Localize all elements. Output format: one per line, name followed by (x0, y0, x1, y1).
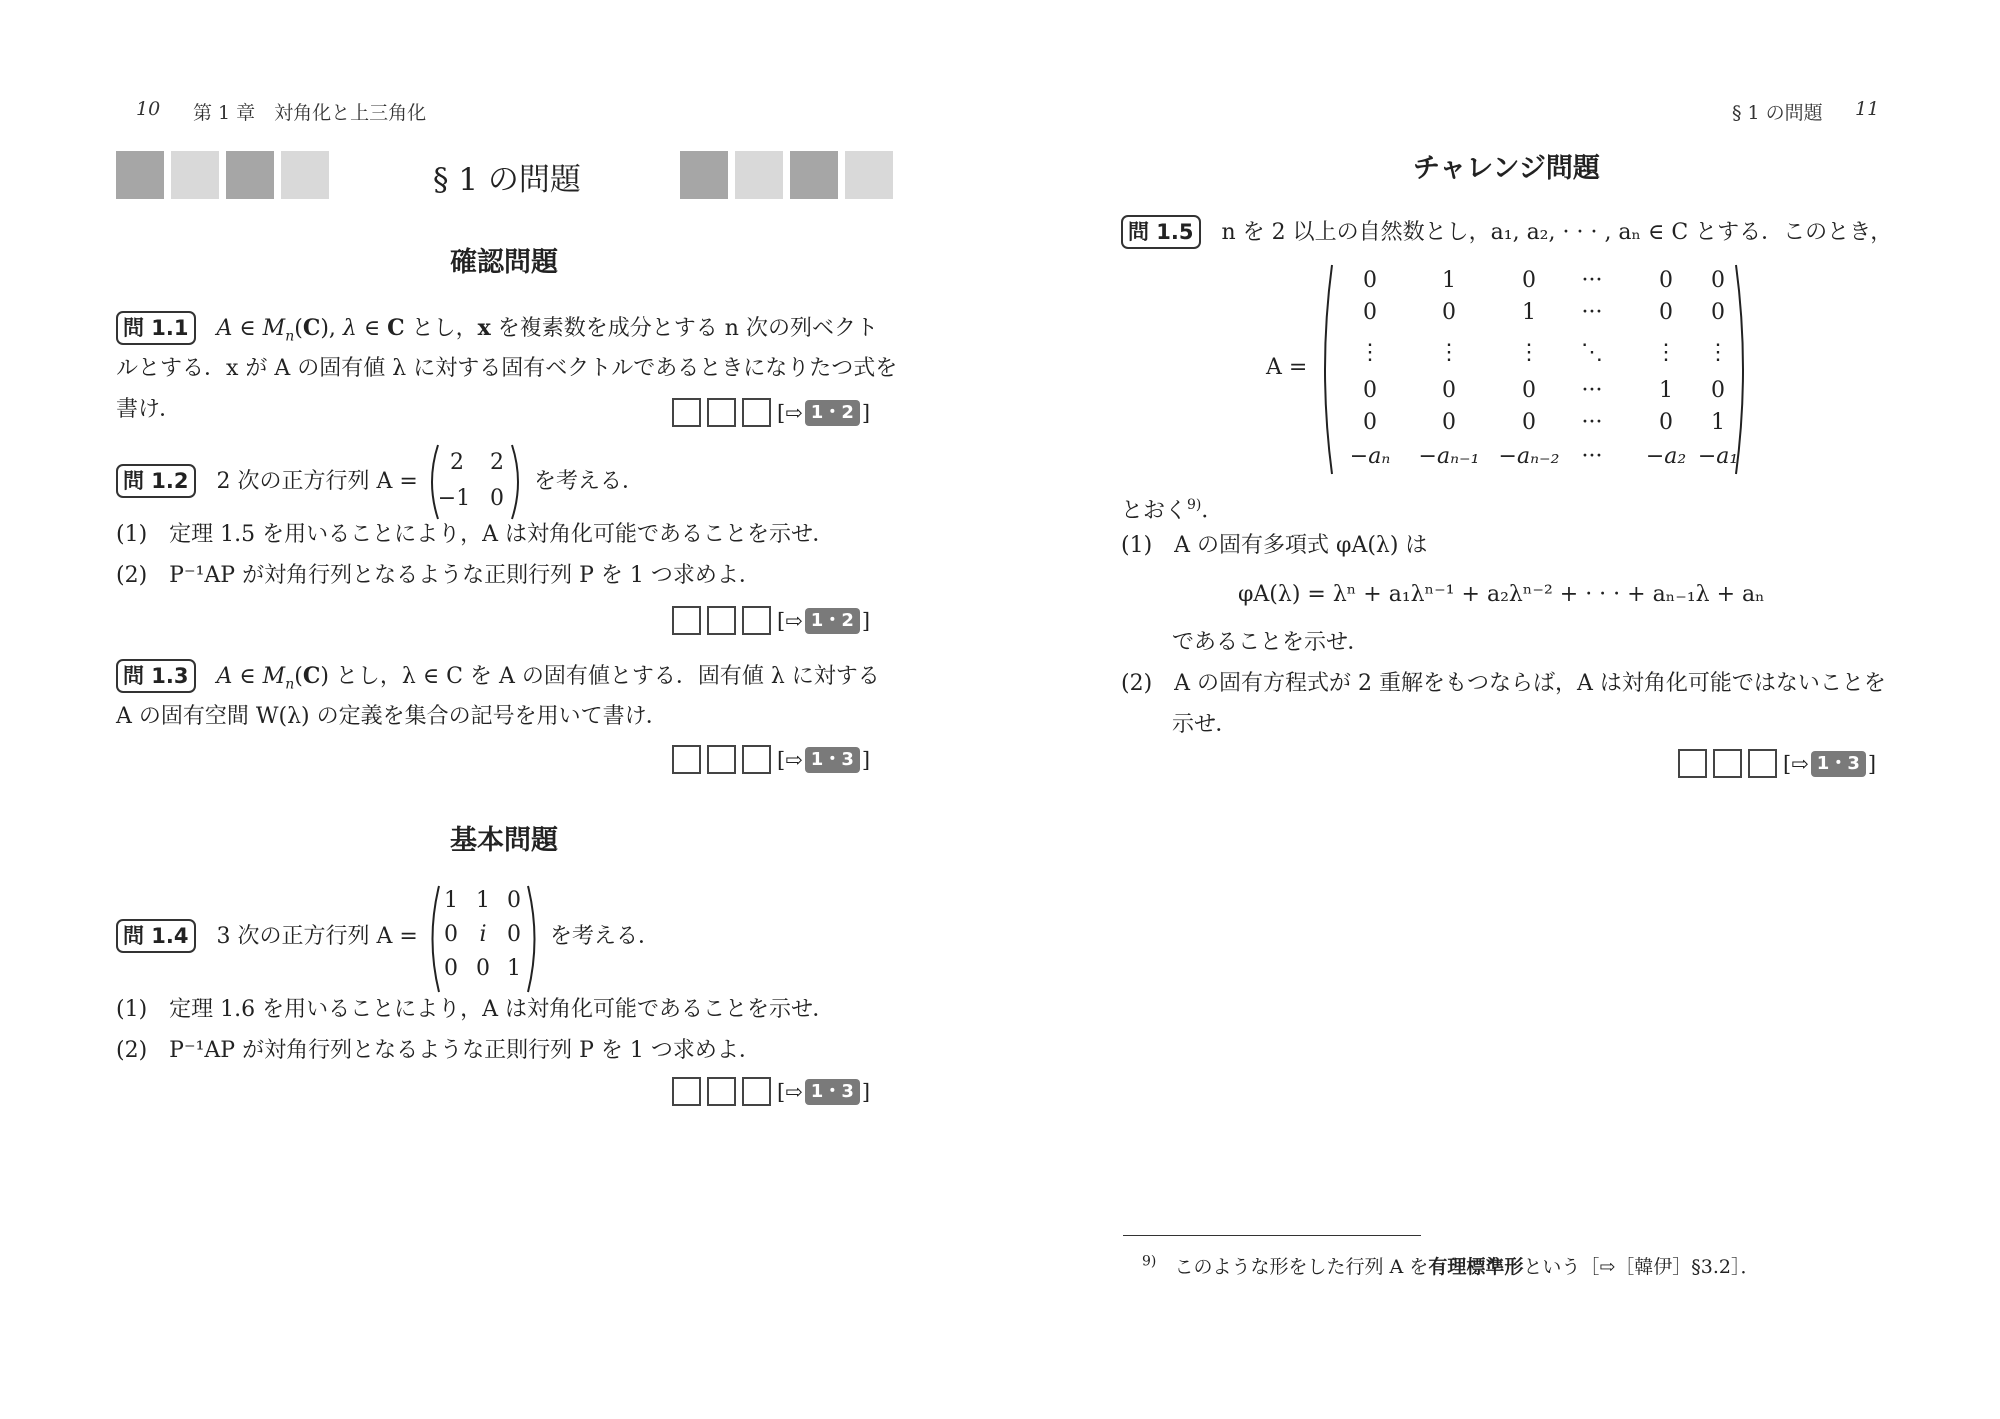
matrix-cell: 0 (444, 922, 458, 947)
check-box[interactable] (672, 1077, 701, 1106)
banner-block (680, 151, 728, 199)
arrow-ref-icon: [⇨ (777, 608, 803, 633)
subheading-confirm: 確認問題 (450, 247, 558, 278)
matrix-cell: 0 (1711, 378, 1725, 403)
running-head: § 1 の問題 (1732, 102, 1823, 124)
check-boxes-ref: [⇨ 1・3 ] (672, 1077, 870, 1106)
banner-block (735, 151, 783, 199)
matrix-cell: ⋮ (1438, 340, 1460, 365)
arrow-ref-icon: [⇨ (777, 747, 803, 772)
matrix-cell: −1 (437, 486, 471, 511)
ref-badge: 1・3 (1811, 751, 1866, 777)
matrix-cell: 2 (490, 450, 504, 475)
matrix-cell: −aₙ₋₁ (1418, 444, 1480, 469)
check-box[interactable] (672, 398, 701, 427)
q12-intro: 2 次の正方行列 A = (216, 469, 418, 494)
matrix-cell: 0 (490, 486, 504, 511)
q14-part2: (2) P⁻¹AP が対角行列となるような正則行列 P を 1 つ求めよ． (116, 1038, 761, 1063)
question-1-2 (116, 462, 418, 502)
ref-badge: 1・3 (805, 747, 860, 773)
matrix-cell: i (479, 922, 487, 947)
q15-formula: φA(λ) = λⁿ + a₁λⁿ⁻¹ + a₂λⁿ⁻² + · · · + aₙ₋₁λ + aₙ (1238, 582, 1765, 607)
question-1-5 (1121, 213, 1892, 253)
matrix-cell: 0 (1711, 300, 1725, 325)
matrix-cell: −a₁ (1697, 444, 1739, 469)
check-box[interactable] (742, 398, 771, 427)
matrix-cell: 0 (1711, 268, 1725, 293)
footnote-rule (1123, 1235, 1421, 1236)
banner-block (171, 151, 219, 199)
q15-after: とおく$^{9)}$． (1121, 497, 1224, 524)
matrix-cell: 2 (450, 450, 464, 475)
q12-part1: (1) 定理 1.5 を用いることにより，A は対角化可能であることを示せ． (116, 522, 835, 547)
arrow-ref-icon: [⇨ (777, 400, 803, 425)
check-box[interactable] (1713, 749, 1742, 778)
matrix-cell: ⋮ (1359, 340, 1381, 365)
matrix-cell: 0 (1442, 378, 1456, 403)
matrix-cell: 0 (1659, 410, 1673, 435)
matrix-cell: 0 (444, 956, 458, 981)
section-title: § 1 の問題 (433, 162, 581, 198)
footnote-text-tail: という［⇨［韓伊］§3.2］． (1523, 1256, 1760, 1278)
subheading-basic: 基本問題 (450, 825, 558, 856)
question-label: 問 1.4 (116, 919, 196, 953)
matrix-cell: 1 (1522, 300, 1536, 325)
footnote-term: 有理標準形 (1428, 1256, 1524, 1278)
question-1-1: 問 1.1 A ∈ $M_n(C)$, λ ∈ C とし，x を複素数を成分とする n 次の列ベクト (116, 308, 878, 356)
q15-part2-tail: 示せ． (1172, 712, 1238, 737)
matrix-cell: ··· (1581, 410, 1603, 435)
ref-badge: 1・2 (805, 400, 860, 426)
subheading-challenge: チャレンジ問題 (1413, 153, 1600, 184)
q12-part2: (2) P⁻¹AP が対角行列となるような正則行列 P を 1 つ求めよ． (116, 563, 761, 588)
banner-block (845, 151, 893, 199)
matrix-cell: 0 (1659, 300, 1673, 325)
matrix-cell: ··· (1581, 300, 1603, 325)
matrix-cell: ··· (1581, 268, 1603, 293)
matrix-cell: 1 (476, 888, 490, 913)
matrix-cell: ··· (1581, 444, 1603, 469)
check-box[interactable] (707, 398, 736, 427)
matrix-cell: 0 (1659, 268, 1673, 293)
check-boxes-ref: [⇨ 1・2 ] (672, 398, 870, 427)
banner-block (116, 151, 164, 199)
matrix-cell: 0 (1363, 300, 1377, 325)
matrix-cell: 0 (1522, 410, 1536, 435)
banner-block (226, 151, 274, 199)
matrix-cell: 0 (1522, 268, 1536, 293)
matrix-cell: −aₙ₋₂ (1498, 444, 1560, 469)
matrix-cell: 1 (1442, 268, 1456, 293)
matrix-cell: 1 (444, 888, 458, 913)
chapter-header: 第 1 章 対角化と上三角化 (193, 102, 427, 124)
question-1-4 (116, 917, 418, 957)
matrix-cell: 0 (507, 888, 521, 913)
q14-intro: 3 次の正方行列 A = (216, 924, 418, 949)
q15-part1-tail: であることを示せ． (1172, 630, 1370, 655)
matrix-cell: 0 (1522, 378, 1536, 403)
ref-badge: 1・3 (805, 1079, 860, 1105)
check-box[interactable] (707, 745, 736, 774)
arrow-ref-icon: [⇨ (777, 1079, 803, 1104)
banner-block (790, 151, 838, 199)
arrow-ref-icon: [⇨ (1783, 751, 1809, 776)
q14-part1: (1) 定理 1.6 を用いることにより，A は対角化可能であることを示せ． (116, 997, 835, 1022)
matrix-cell: −aₙ (1349, 444, 1391, 469)
right-page-number: 11 (1855, 98, 1880, 120)
check-box[interactable] (742, 1077, 771, 1106)
q13-line1: とし，λ ∈ C を A の固有値とする．固有値 λ に対する (335, 664, 880, 689)
question-label: 問 1.2 (116, 464, 196, 498)
q15-part2: (2) A の固有方程式が 2 重解をもつならば，A は対角化可能ではないことを (1121, 671, 1886, 696)
check-boxes-ref: [⇨ 1・2 ] (672, 606, 870, 635)
matrix-cell: ⋮ (1707, 340, 1729, 365)
q14-tail: を考える． (550, 924, 661, 949)
q15-line1: n を 2 以上の自然数とし，a₁, a₂, · · · , aₙ ∈ C とする．このとき， (1221, 220, 1893, 245)
matrix-cell: 0 (1363, 378, 1377, 403)
matrix-lhs: A = (1266, 355, 1308, 380)
matrix-cell: 1 (507, 956, 521, 981)
matrix-cell: 1 (1711, 410, 1725, 435)
check-box[interactable] (707, 606, 736, 635)
check-box[interactable] (672, 745, 701, 774)
matrix-cell: ⋮ (1518, 340, 1540, 365)
banner-block (281, 151, 329, 199)
check-box[interactable] (1678, 749, 1707, 778)
footnote (1142, 1252, 1759, 1279)
check-boxes-ref: [⇨ 1・3 ] (672, 745, 870, 774)
matrix-cell: 0 (1442, 410, 1456, 435)
footnote-text: このような形をした行列 A を (1174, 1256, 1429, 1278)
matrix-cell: ⋮ (1655, 340, 1677, 365)
question-label: 問 1.3 (116, 659, 196, 693)
matrix-cell: 0 (507, 922, 521, 947)
question-1-3: 問 1.3 A ∈ $M_n(C)$ とし，λ ∈ C を A の固有値とする．固有値 λ に対する (116, 656, 880, 704)
question-label: 問 1.5 (1121, 215, 1201, 249)
ref-badge: 1・2 (805, 608, 860, 634)
check-box[interactable] (1748, 749, 1777, 778)
check-box[interactable] (707, 1077, 736, 1106)
q13-line2: A の固有空間 W(λ) の定義を集合の記号を用いて書け． (116, 704, 668, 729)
check-box[interactable] (742, 745, 771, 774)
check-box[interactable] (672, 606, 701, 635)
matrix-cell: 0 (1442, 300, 1456, 325)
matrix-cell: 0 (476, 956, 490, 981)
footnote-number: 9) (1142, 1253, 1157, 1270)
q15-part1: (1) A の固有多項式 φA(λ) は (1121, 533, 1428, 558)
matrix-cell: −a₂ (1645, 444, 1687, 469)
q11-line3: 書け． (116, 397, 182, 422)
q12-tail: を考える． (534, 469, 645, 494)
q15-after-text: とおく (1121, 498, 1188, 524)
matrix-cell: 0 (1363, 268, 1377, 293)
matrix-cell: ··· (1581, 378, 1603, 403)
footnote-mark: 9) (1187, 497, 1202, 513)
matrix-cell: ⋱ (1581, 340, 1603, 365)
q11-line2: ルとする．x が A の固有値 λ に対する固有ベクトルであるときになりたつ式を (116, 356, 898, 381)
matrix-cell: 1 (1659, 378, 1673, 403)
check-box[interactable] (742, 606, 771, 635)
left-page-number: 10 (136, 98, 161, 120)
matrix-cell: 0 (1363, 410, 1377, 435)
q11-line1: を複素数を成分とする n 次の列ベクト (497, 316, 878, 341)
question-label: 問 1.1 (116, 311, 196, 345)
check-boxes-ref: [⇨ 1・3 ] (1678, 749, 1876, 778)
